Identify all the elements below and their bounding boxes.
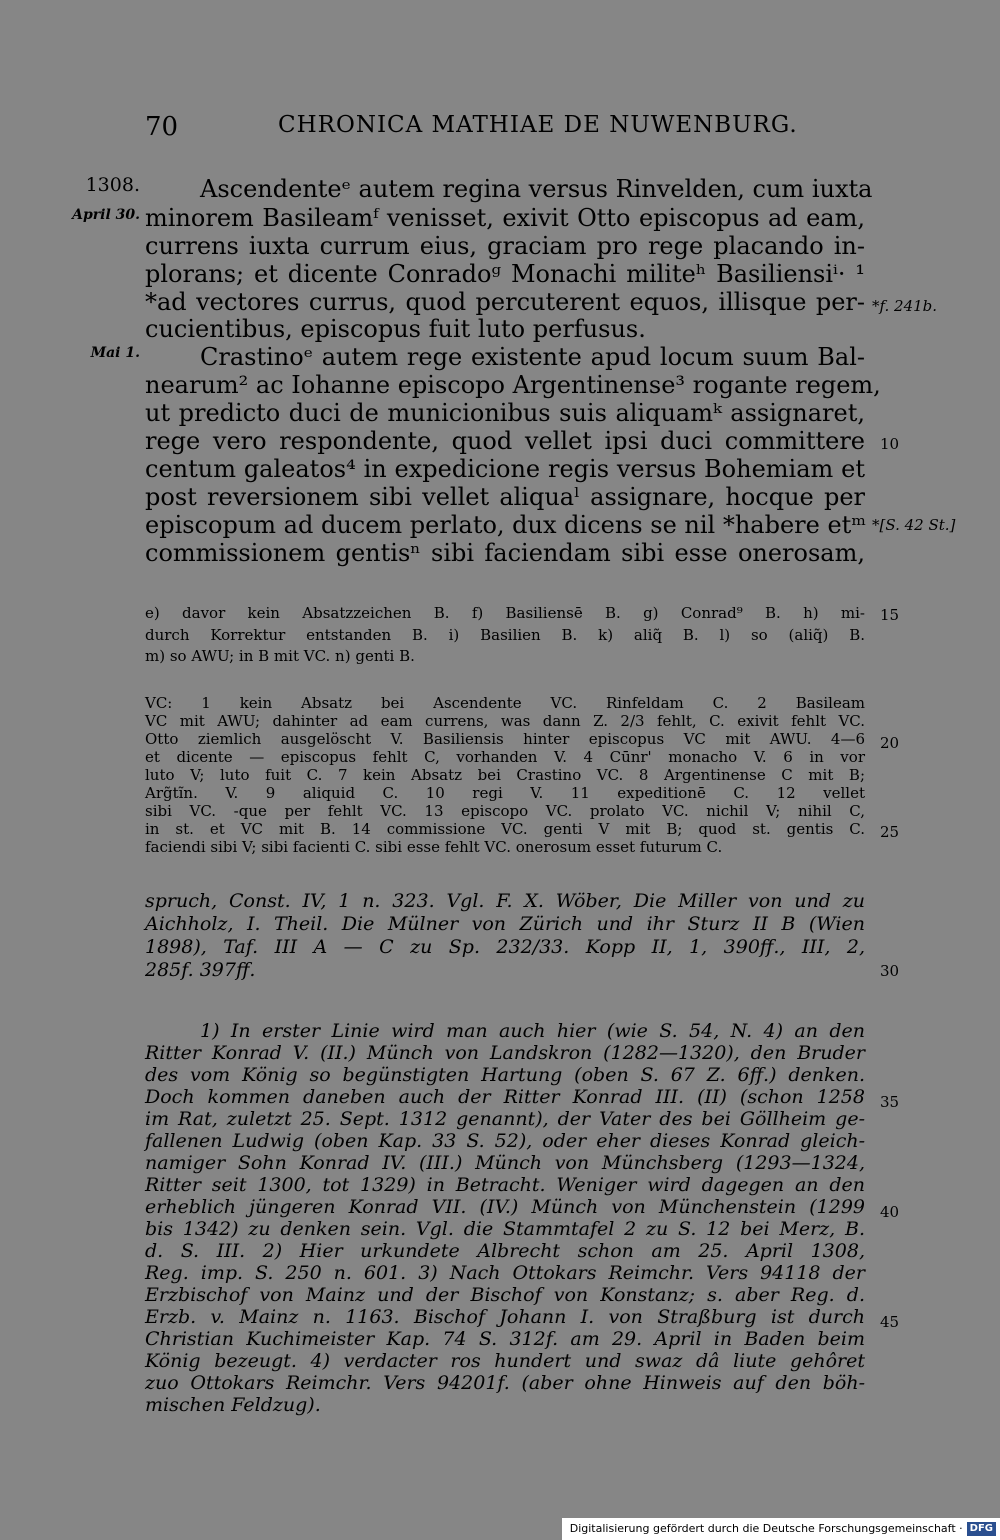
note-line: m) so AWU; in B mit VC. n) genti B. — [145, 647, 415, 665]
note-line: in st. et VC mit B. 14 commissione VC. genti V mit B; quod st. gentis C. — [145, 820, 865, 838]
margin-date-april: April 30. — [72, 207, 140, 223]
text-line: Crastinoᵉ autem rege existente apud locum suum Bal- — [200, 343, 865, 371]
note-line: e) davor kein Absatzzeichen B. f) Basiliensē B. g) Conrad⁹ B. h) mi- — [145, 604, 865, 622]
margin-date-mai: Mai 1. — [90, 345, 140, 361]
footnote-line: im Rat, zuletzt 25. Sept. 1312 genannt), der Vater des bei Göllheim ge- — [145, 1108, 865, 1130]
line-number: 45 — [880, 1313, 900, 1331]
footnote-line: Reg. imp. S. 250 n. 601. 3) Nach Ottokars Reimchr. Vers 94118 der — [145, 1262, 865, 1284]
note-line: faciendi sibi V; sibi facienti C. sibi esse fehlt VC. onerosum esset futurum C. — [145, 838, 723, 856]
footnote-line: fallenen Ludwig (oben Kap. 33 S. 52), oder eher dieses Konrad gleich- — [145, 1130, 865, 1152]
margin-year: 1308. — [85, 174, 140, 196]
line-number: 10 — [880, 435, 900, 453]
text-line: rege vero respondente, quod vellet ipsi duci committere — [145, 427, 865, 455]
footnote-line: erheblich jüngeren Konrad VII. (IV.) Münch von Münchenstein (1299 — [145, 1196, 865, 1218]
text-line: *ad vectores currus, quod percuterent equos, illisque per- — [145, 288, 865, 316]
footnote-line: zuo Ottokars Reimchr. Vers 94201f. (aber ohne Hinweis auf den böh- — [145, 1372, 865, 1394]
text-line: nearum² ac Iohanne episcopo Argentinense³ rogante regem, — [145, 371, 881, 399]
running-title: CHRONICA MATHIAE DE NUWENBURG. — [278, 112, 798, 138]
note-line: VC mit AWU; dahinter ad eam currens, was dann Z. 2/3 fehlt, C. exivit fehlt VC. — [145, 712, 865, 730]
note-line: durch Korrektur entstanden B. i) Basilien B. k) aliq̃ B. l) so (aliq̃) B. — [145, 626, 865, 644]
page-number: 70 — [145, 112, 179, 142]
footnote-line: 1898), Taf. III A — C zu Sp. 232/33. Kopp II, 1, 390ff., III, 2, — [145, 936, 865, 958]
footnote-line: Christian Kuchimeister Kap. 74 S. 312f. am 29. April in Baden beim — [145, 1328, 865, 1350]
footnote-line: Erzbischof von Mainz und der Bischof von Konstanz; s. aber Reg. d. — [145, 1284, 865, 1306]
digitization-credit — [562, 1518, 1000, 1540]
footnote-line: des vom König so begünstigten Hartung (oben S. 67 Z. 6ff.) denken. — [145, 1064, 865, 1086]
footnote-line: bis 1342) zu denken sein. Vgl. die Stammtafel 2 zu S. 12 bei Merz, B. — [145, 1218, 865, 1240]
footnote-line: mischen Feldzug). — [145, 1394, 321, 1416]
line-number: 30 — [880, 962, 900, 980]
text-line: centum galeatos⁴ in expedicione regis versus Bohemiam et — [145, 455, 865, 483]
footnote-line: König bezeugt. 4) verdacter ros hundert und swaz dâ liute gehôret — [145, 1350, 865, 1372]
footnote-line: d. S. III. 2) Hier urkundete Albrecht schon am 25. April 1308, — [145, 1240, 865, 1262]
note-line: et dicente — episcopus fehlt C, vorhanden V. 4 Cūnr' monacho V. 6 in vor — [145, 748, 865, 766]
footnote-line: namiger Sohn Konrad IV. (III.) Münch von Münchsberg (1293—1324, — [145, 1152, 865, 1174]
text-line: episcopum ad ducem perlato, dux dicens se nil *habere etᵐ — [145, 511, 867, 539]
margin-page-note: *[S. 42 St.] — [872, 516, 956, 534]
footnote-line: Ritter seit 1300, tot 1329) in Betracht. Weniger wird dagegen an den — [145, 1174, 865, 1196]
footnote-line: Ritter Konrad V. (II.) Münch von Landskron (1282—1320), den Bruder — [145, 1042, 865, 1064]
note-line: Arg̃tĩn. V. 9 aliquid C. 10 regi V. 11 expeditionē C. 12 vellet — [145, 784, 865, 802]
text-line: commissionem gentisⁿ sibi faciendam sibi esse onerosam, — [145, 539, 865, 567]
line-number: 20 — [880, 734, 900, 752]
footnote-line: Doch kommen daneben auch der Ritter Konrad III. (II) (schon 1258 — [145, 1086, 865, 1108]
line-number: 15 — [880, 606, 900, 624]
footnote-line: Aichholz, I. Theil. Die Mülner von Zürich und ihr Sturz II B (Wien — [145, 913, 865, 935]
text-line: plorans; et dicente Conradoᵍ Monachi militeʰ Basiliensiⁱ· ¹ — [145, 260, 865, 288]
dfg-logo: DFG — [967, 1522, 996, 1536]
footnote-line: Erzb. v. Mainz n. 1163. Bischof Johann I. von Straßburg ist durch — [145, 1306, 865, 1328]
note-line: Otto ziemlich ausgelöscht V. Basiliensis hinter episcopus VC mit AWU. 4—6 — [145, 730, 865, 748]
text-line: ut predicto duci de municionibus suis aliquamᵏ assignaret, — [145, 399, 865, 427]
text-line: Ascendenteᵉ autem regina versus Rinvelden, cum iuxta — [200, 175, 873, 203]
note-line: luto V; luto fuit C. 7 kein Absatz bei Crastino VC. 8 Argentinense C mit B; — [145, 766, 865, 784]
footnote-line: 285f. 397ff. — [145, 959, 256, 981]
text-line: minorem Basileamᶠ venisset, exivit Otto episcopus ad eam, — [145, 204, 865, 232]
footnote-line: spruch, Const. IV, 1 n. 323. Vgl. F. X. Wöber, Die Miller von und zu — [145, 890, 865, 912]
text-line: cucientibus, episcopus fuit luto perfusus. — [145, 315, 646, 343]
footnote-line: 1) In erster Linie wird man auch hier (wie S. 54, N. 4) an den — [200, 1020, 865, 1042]
line-number: 25 — [880, 823, 900, 841]
line-number: 40 — [880, 1203, 900, 1221]
text-line: post reversionem sibi vellet aliquaˡ assignare, hocque per — [145, 483, 865, 511]
margin-folio-note: *f. 241b. — [872, 297, 938, 315]
note-line: sibi VC. -que per fehlt VC. 13 episcopo VC. prolato VC. nichil V; nihil C, — [145, 802, 865, 820]
note-line: VC: 1 kein Absatz bei Ascendente VC. Rinfeldam C. 2 Basileam — [145, 694, 865, 712]
credit-text: Digitalisierung gefördert durch die Deutsche Forschungsgemeinschaft · — [569, 1522, 963, 1535]
page-header — [0, 112, 1000, 152]
line-number: 35 — [880, 1093, 900, 1111]
text-line: currens iuxta currum eius, graciam pro rege placando in- — [145, 232, 865, 260]
